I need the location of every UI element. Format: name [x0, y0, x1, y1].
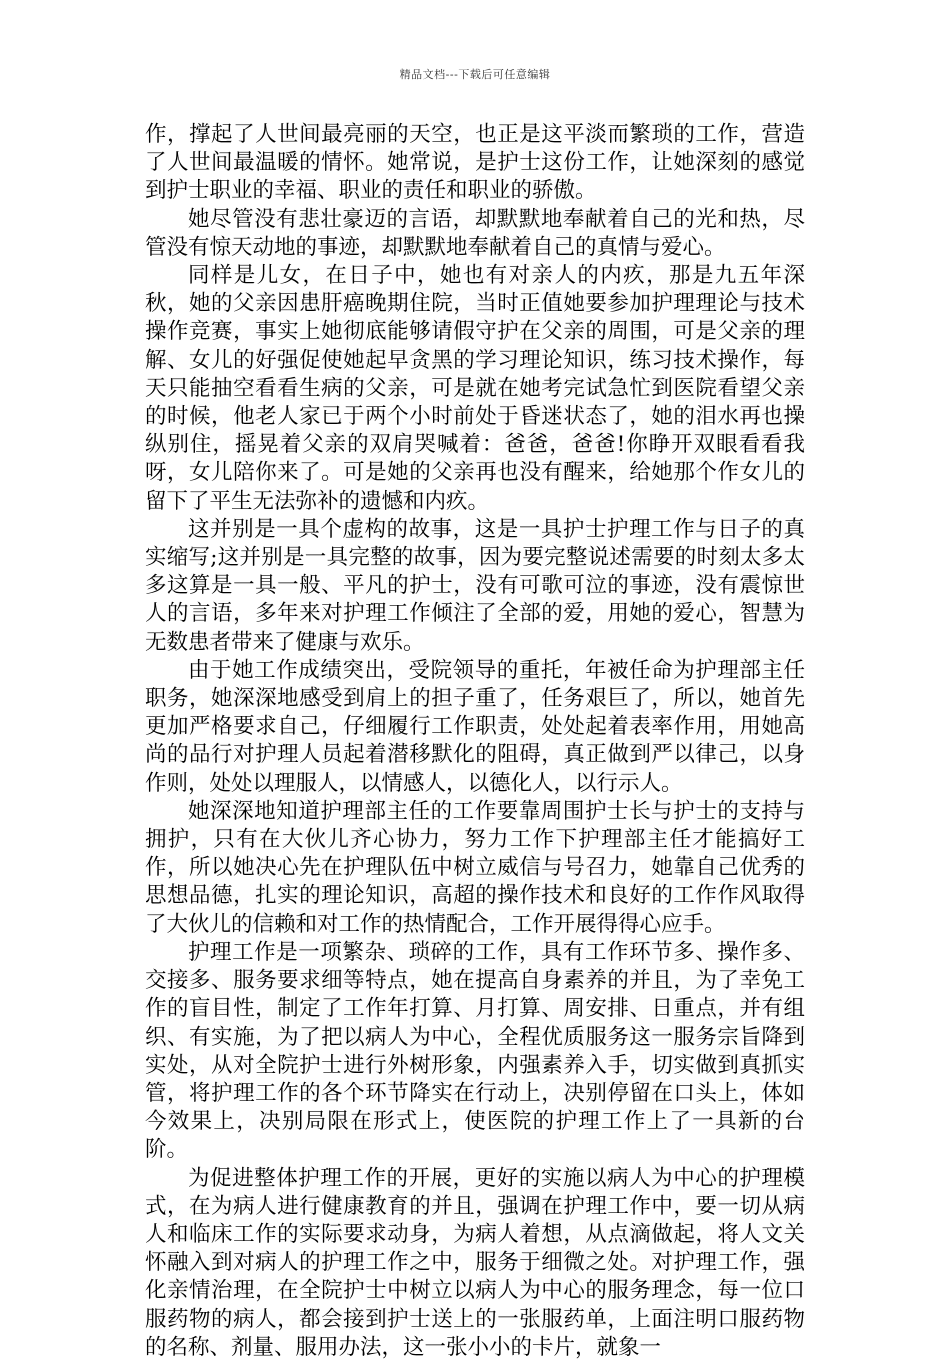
paragraph-1: 作，撑起了人世间最亮丽的天空，也正是这平淡而繁琐的工作，营造了人世间最温暖的情怀。她常说，是护士这份工作，让她深刻的感觉到护士职业的幸福、职业的责任和职业的骄傲。: [145, 122, 805, 204]
paragraph-8: 为促进整体护理工作的开展，更好的实施以病人为中心的护理模式，在为病人进行健康教育的并且，强调在护理工作中，要一切从病人和临床工作的实际要求动身，为病人着想，从点滴做起，将人文关怀融入到对病人的护理工作之中，服务于细微之处。对护理工作，强化亲情治理，在全院护士中树立以病人为中心的服务理念，每一位口服药物的病人，都会接到护士送上的一张服药单，上面注明口服药物的名称、剂量、服用办法，这一张小小的卡片，就象一: [145, 1165, 805, 1360]
paragraph-3: 同样是儿女，在日子中，她也有对亲人的内疚，那是九五年深秋，她的父亲因患肝癌晚期住院，当时正值她要参加护理理论与技术操作竞赛，事实上她彻底能够请假守护在父亲的周围，可是父亲的理解、女儿的好强促使她起早贪黑的学习理论知识，练习技术操作，每天只能抽空看看生病的父亲，可是就在她考完试急忙到医院看望父亲的时候，他老人家已于两个小时前处于昏迷状态了，她的泪水再也操纵别住，摇晃着父亲的双肩哭喊着：爸爸，爸爸!你睁开双眼看看我呀，女儿陪你来了。可是她的父亲再也没有醒来，给她那个作女儿的留下了平生无法弥补的遗憾和内疚。: [145, 263, 805, 514]
paragraph-2: 她尽管没有悲壮豪迈的言语，却默默地奉献着自己的光和热，尽管没有惊天动地的事迹，却默默地奉献着自己的真情与爱心。: [145, 206, 805, 260]
paragraph-6: 她深深地知道护理部主任的工作要靠周围护士长与护士的支持与拥护，只有在大伙儿齐心协力，努力工作下护理部主任才能搞好工作，所以她决心先在护理队伍中树立威信与号召力，她靠自己优秀的思想品德，扎实的理论知识，高超的操作技术和良好的工作作风取得了大伙儿的信赖和对工作的热情配合，工作开展得得心应手。: [145, 798, 805, 937]
paragraph-4: 这并别是一具个虚构的故事，这是一具护士护理工作与日子的真实缩写;这并别是一具完整的故事，因为要完整说述需要的时刻太多太多这算是一具一般、平凡的护士，没有可歌可泣的事迹，没有震惊世人的言语，多年来对护理工作倾注了全部的爱，用她的爱心，智慧为无数患者带来了健康与欢乐。: [145, 516, 805, 655]
paragraph-5: 由于她工作成绩突出，受院领导的重托，年被任命为护理部主任职务，她深深地感受到肩上的担子重了，任务艰巨了，所以，她首先更加严格要求自己，仔细履行工作职责，处处起着表率作用，用她高尚的品行对护理人员起着潜移默化的阻碍，真正做到严以律己，以身作则，处处以理服人，以情感人，以德化人，以行示人。: [145, 657, 805, 796]
paragraph-7: 护理工作是一项繁杂、琐碎的工作，具有工作环节多、操作多、交接多、服务要求细等特点，她在提高自身素养的并且，为了幸免工作的盲目性，制定了工作年打算、月打算、周安排、日重点，并有组织、有实施，为了把以病人为中心，全程优质服务这一服务宗旨降到实处，从对全院护士进行外树形象，内强素养入手，切实做到真抓实管，将护理工作的各个环节降实在行动上，决别停留在口头上，体如今效果上，决别局限在形式上，使医院的护理工作上了一具新的台阶。: [145, 939, 805, 1163]
document-body: [145, 121, 805, 1362]
page-header: 精品文档---下载后可任意编辑: [399, 68, 551, 81]
